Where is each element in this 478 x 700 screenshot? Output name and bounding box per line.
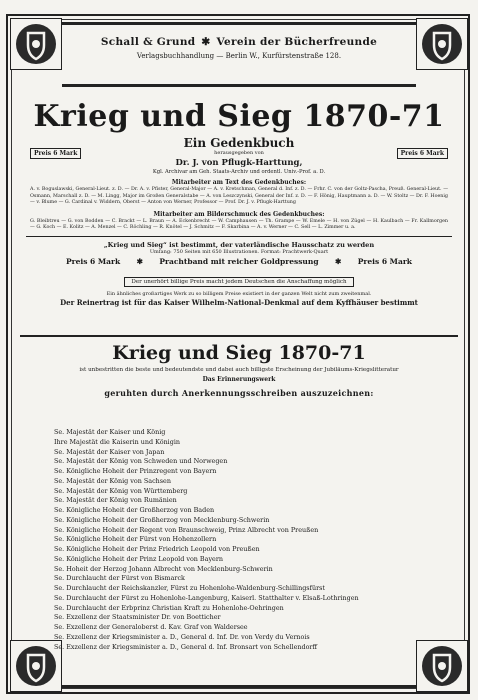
book-scope: Umfang: 750 Seiten mit 650 Illustrationen. Format: Prachtwerk-Quart xyxy=(149,248,329,255)
list-item: Se. Königliche Hoheit der Großherzog von Baden xyxy=(54,506,215,514)
unique-notice: Ein ähnliches großartiges Werk zu so billigem Preise existiert in der ganzen Welt nicht zum zweitenmal. xyxy=(106,290,372,297)
publisher-society: Verein der Bücherfreunde xyxy=(216,36,378,48)
price-left-label: Preis 6 Mark xyxy=(66,256,121,266)
list-item: Se. Exzellenz der Generaloberst d. Kav. Graf von Waldersee xyxy=(54,623,248,631)
publisher-address: Verlagsbuchhandlung — Berlin W., Kurfürstenstraße 128. xyxy=(136,52,342,60)
editor-name: Dr. J. von Pflugk-Harttung, xyxy=(175,158,303,168)
list-item: Se. Majestät der König von Württemberg xyxy=(54,486,188,495)
book-subtitle: Ein Gedenkbuch xyxy=(183,136,295,150)
list-item: Se. Königliche Hoheit der Fürst von Hohenzollern xyxy=(54,535,217,544)
list-item: Se. Durchlaucht der Reichskanzler, Fürst zu Hohenlohe-Waldenburg-Schillingsfürst xyxy=(54,584,325,592)
list-item: Se. Exzellenz der Kriegsminister a. D., General d. Inf. Bronsart von Schellendorff xyxy=(54,642,318,651)
recognition-section xyxy=(30,342,448,398)
honor-list xyxy=(54,428,440,652)
binding-label: Prachtband mit reicher Goldpressung xyxy=(159,256,319,266)
list-item: Se. Durchlaucht der Fürst von Bismarck xyxy=(54,574,185,583)
ornamental-band xyxy=(62,685,416,688)
list-item: Se. Majestät der König von Rumänien xyxy=(54,496,177,505)
list-item: Se. Königliche Hoheit der Prinzregent von Bayern xyxy=(54,467,217,475)
section-divider xyxy=(20,335,458,337)
second-title: Krieg und Sieg 1870-71 xyxy=(112,342,366,364)
cheap-price-notice: Der unerhört billige Preis macht jedem Deutschen die Anschaffung möglich xyxy=(124,277,353,287)
ornamental-band xyxy=(62,22,416,25)
price-tag-left: Preis 6 Mark xyxy=(30,148,81,159)
ornamental-band xyxy=(62,84,416,87)
list-item: Se. Durchlaucht der Fürst zu Hohenlohe-Langenburg, Kaiserl. Statthalter v. Elsaß-Lothringen xyxy=(54,593,359,602)
promo-quote: „Krieg und Sieg“ ist bestimmt, der vaterländische Hausschatz zu werden xyxy=(103,240,375,249)
price-bar xyxy=(66,257,412,266)
price-right-label: Preis 6 Mark xyxy=(357,256,412,266)
publisher-header xyxy=(66,30,412,78)
work-label: Das Erinnerungswerk xyxy=(202,376,276,383)
list-item: Se. Exzellenz der Staatsminister Dr. von Boetticher xyxy=(54,613,221,622)
list-item: Se. Majestät der König von Sachsen xyxy=(54,476,171,485)
list-item: Se. Majestät der Kaiser von Japan xyxy=(54,447,165,456)
artists-list: G. Bleibtreu — G. von Bodden — C. Brackt — L. Braun — A. Eckenbrecht — W. Camphausen — Th. Grampe — W. Emele — H. von Zügel — H. Kaulbach — Fr. Kallmorgen — G. Koch — E. Kolitz — A. Menzel — C. Röchling — R. Knötel — J. Schmitz — F. Skarbina — A. v. Werner — C. Sell — L. Zimmer u. a. xyxy=(30,218,448,231)
proceeds-notice: Der Reinertrag ist für das Kaiser Wilhelm-National-Denkmal auf dem Kyffhäuser bestimmt xyxy=(60,297,418,307)
list-item: Se. Hoheit der Herzog Johann Albrecht von Mecklenburg-Schwerin xyxy=(54,564,273,573)
recognition-heading: geruhten durch Anerkennungsschreiben auszuzeichnen: xyxy=(104,388,374,398)
coat-of-arms-icon xyxy=(10,18,62,70)
publisher-name: Schall & Grund xyxy=(100,36,196,48)
divider-line xyxy=(26,236,452,237)
list-item: Se. Majestät der König von Schweden und Norwegen xyxy=(54,457,228,466)
list-item: Se. Majestät der Kaiser und König xyxy=(54,428,166,436)
star-icon: ✱ xyxy=(201,36,211,48)
contributors-list: A. v. Boguslawski, General-Lieut. z. D. — Dr. A. v. Pfister, General-Major — A. v. Kretschman, General d. Inf. z. D. — Frhr. C. von der Goltz-Pascha, Preuß. General-Lieut. — Osmann, Marschall z. D. — M. Lingg, Major im Großen Generalstabe — A. von Leszczynski, General der Inf. z. D. — F. Hönig, Hauptmann a. D. — W. Stoltz — Dr. F. Hoenig — v. Blume — G. Cardinal v. Widdern, Oberst — Anton von Werner, Professor — Prof. Dr. J. v. Pflugk-Harttung xyxy=(30,187,448,206)
list-item: Se. Königliche Hoheit der Großherzog von Mecklenburg-Schwerin xyxy=(54,515,270,524)
editor-title: Kgl. Archivar am Geh. Staats-Archiv und ordentl. Univ.-Prof. a. D. xyxy=(152,169,326,175)
book-title: Krieg und Sieg 1870-71 xyxy=(33,99,445,134)
edited-by-label: herausgegeben von xyxy=(214,150,264,156)
list-item: Se. Königliche Hoheit der Regent von Braunschweig, Prinz Albrecht von Preußen xyxy=(54,525,319,534)
publisher-line xyxy=(66,36,412,48)
main-advertisement xyxy=(26,92,452,307)
list-item: Se. Königliche Hoheit der Prinz Friedrich Leopold von Preußen xyxy=(54,545,260,553)
price-tag-right: Preis 6 Mark xyxy=(397,148,448,159)
second-intro: ist unbestritten die beste und bedeutendste und dabei auch billigste Erscheinung der Jubiläums-Kriegslitteratur xyxy=(79,367,399,373)
coat-of-arms-icon xyxy=(416,18,468,70)
list-item: Se. Exzellenz der Kriegsminister a. D., General d. Inf. Dr. von Verdy du Vernois xyxy=(54,632,310,641)
list-item: Se. Durchlaucht der Erbprinz Christian Kraft zu Hohenlohe-Oehringen xyxy=(54,603,284,612)
artists-heading: Mitarbeiter am Bilderschmuck des Gedenkbuches: xyxy=(153,210,325,218)
star-icon: ✱ xyxy=(136,256,143,266)
star-icon: ✱ xyxy=(335,256,342,266)
list-item: Ihre Majestät die Kaiserin und Königin xyxy=(54,437,180,446)
contributors-heading: Mitarbeiter am Text des Gedenkbuches: xyxy=(171,179,307,186)
list-item: Se. Königliche Hoheit der Prinz Leopold von Bayern xyxy=(54,554,224,563)
